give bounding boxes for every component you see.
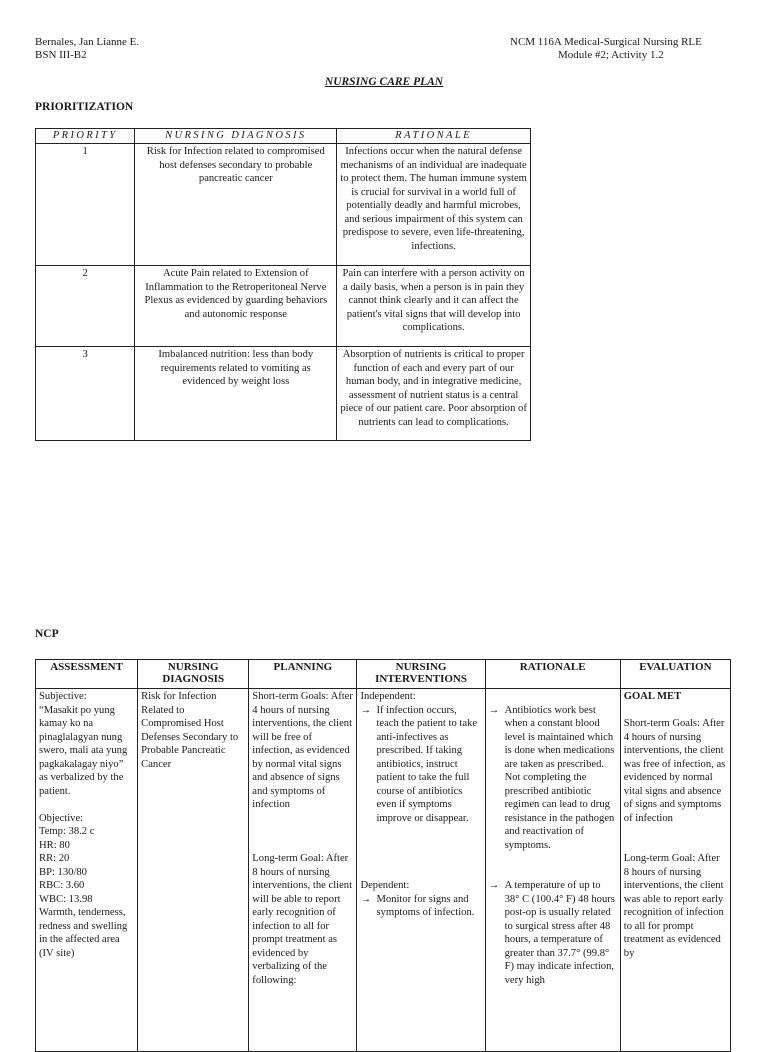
diagnosis-cell: Acute Pain related to Extension of Inflammation to the Retroperitoneal Nerve Plexus as evidenced by guarding behaviors and autonomic response xyxy=(135,266,337,347)
diagnosis-cell: Risk for Infection related to compromised host defenses secondary to probable pancreatic cancer xyxy=(135,144,337,266)
subjective-label: Subjective: xyxy=(39,691,87,702)
ncp-table xyxy=(35,659,731,1052)
col-nursing-interventions: NURSING INTERVENTIONS xyxy=(357,660,485,689)
col-rationale: RATIONALE xyxy=(485,660,620,689)
planning-cell xyxy=(249,689,357,1052)
subjective-text: “Masakit po yung kamay ko na pinaglalagyan nung swero, mali ata yung pagkakalagay niyo” as verbalized by the patient. xyxy=(39,704,128,797)
rationale-text: A temperature of up to 38° C (100.4° F) 48 hours post-op is usually related to surgical stress after 48 hours, a temperature of greater than 37.7° (99.8° F) may indicate infection, very high xyxy=(504,880,615,986)
assessment-cell xyxy=(36,689,138,1052)
list-item xyxy=(360,704,481,826)
intervention-text: If infection occurs, teach the patient to take anti-infectives as prescribed. If taking antibiotics, instruct patient to take the full course of antibiotics even if symptoms improve or disappear. xyxy=(376,704,478,824)
col-rationale: RATIONALE xyxy=(337,129,531,144)
document-title: NURSING CARE PLAN xyxy=(324,76,444,88)
col-nursing-diagnosis: NURSING DIAGNOSIS xyxy=(138,660,249,689)
arrow-icon: → xyxy=(360,704,372,716)
module-info: Module #2; Activity 1.2 xyxy=(558,49,664,61)
col-evaluation: EVALUATION xyxy=(620,660,730,689)
list-item xyxy=(489,704,617,853)
objective-item: HR: 80 xyxy=(39,839,70,851)
arrow-icon: → xyxy=(488,704,500,716)
objective-item: BP: 130/80 xyxy=(39,866,87,878)
evaluation-long-term: Long-term Goal: After 8 hours of nursing interventions, the client was able to report early recognition of infection to all for prompt treatment as evidenced by xyxy=(623,853,724,959)
ncp-header-row xyxy=(36,660,731,689)
goal-status: GOAL MET xyxy=(623,691,682,702)
rationale-cell xyxy=(485,689,620,1052)
table-row xyxy=(36,347,531,441)
arrow-icon: → xyxy=(488,880,500,891)
objective-text: Warmth, tenderness, redness and swelling in the affected area (IV site) xyxy=(39,907,128,959)
col-planning: PLANNING xyxy=(249,660,357,689)
student-section: BSN III-B2 xyxy=(35,49,87,61)
ncp-heading: NCP xyxy=(35,628,59,640)
objective-label: Objective: xyxy=(39,812,84,824)
course-info xyxy=(510,36,730,62)
prioritization-heading: PRIORITIZATION xyxy=(35,101,134,113)
student-name: Bernales, Jan Lianne E. xyxy=(35,36,140,48)
course-name: NCM 116A Medical-Surgical Nursing RLE xyxy=(510,36,702,48)
col-assessment: ASSESSMENT xyxy=(36,660,138,689)
objective-item: WBC: 13.98 xyxy=(39,893,93,905)
list-item xyxy=(489,879,617,987)
student-info xyxy=(35,36,139,62)
col-nursing-diagnosis: NURSING DIAGNOSIS xyxy=(135,129,337,144)
prioritization-table xyxy=(35,128,531,441)
list-item xyxy=(360,893,481,920)
prioritization-header-row xyxy=(36,129,531,144)
evaluation-short-term: Short-term Goals: After 4 hours of nursing interventions, the client was free of infection, as evidenced by normal vital signs and absence of signs and symptoms of infection xyxy=(623,718,726,824)
rationale-text: Antibiotics work best when a constant blood level is maintained which is done when medications are taken as prescribed. Not completing the prescribed antibiotic regimen can lead to drug resistance in the pathogen and reactivation of symptoms. xyxy=(504,704,615,851)
diagnosis-cell: Imbalanced nutrition: less than body requirements related to vomiting as evidenced by weight loss xyxy=(135,347,337,441)
rationale-cell: Pain can interfere with a person activity on a daily basis, when a person is in pain they cannot think clearly and it can affect the patient's vital signs that will develop into complications. xyxy=(337,266,531,347)
arrow-icon: → xyxy=(360,893,372,905)
table-row xyxy=(36,689,731,1052)
objective-item: Temp: 38.2 c xyxy=(39,826,95,837)
objective-item: RR: 20 xyxy=(39,853,70,864)
evaluation-cell xyxy=(620,689,730,1052)
table-row xyxy=(36,266,531,347)
rationale-cell: Absorption of nutrients is critical to proper function of each and every part of our human body, and in integrative medicine, assessment of nutrient status is a central piece of our patient care. Poor absorption of nutrients can lead to complications. xyxy=(337,347,531,441)
objective-item: RBC: 3.60 xyxy=(39,880,85,891)
priority-cell: 3 xyxy=(36,347,135,441)
table-row xyxy=(36,144,531,266)
interventions-cell xyxy=(357,689,485,1052)
col-priority: PRIORITY xyxy=(36,129,135,144)
short-term-goal: Short-term Goals: After 4 hours of nursing interventions, the client will be free of infection, as evidenced by normal vital signs and absence of signs and symptoms of infection xyxy=(252,691,353,810)
diagnosis-cell: Risk for Infection Related to Compromised Host Defenses Secondary to Probable Pancreatic Cancer xyxy=(138,689,249,1052)
rationale-cell: Infections occur when the natural defense mechanisms of an individual are inadequate to protect them. The human immune system is crucial for survival in a world full of potentially deadly and harmful microbes, and serious impairment of this system can predispose to severe, even life-threatening, infections. xyxy=(337,144,531,266)
independent-label: Independent: xyxy=(360,691,416,702)
long-term-goal: Long-term Goal: After 8 hours of nursing interventions, the client will be able to report early recognition of infection to all for prompt treatment as evidenced by verbalizing of the following: xyxy=(252,853,353,986)
dependent-label: Dependent: xyxy=(360,880,410,891)
intervention-text: Monitor for signs and symptoms of infection. xyxy=(376,893,475,918)
priority-cell: 2 xyxy=(36,266,135,347)
priority-cell: 1 xyxy=(36,144,135,266)
